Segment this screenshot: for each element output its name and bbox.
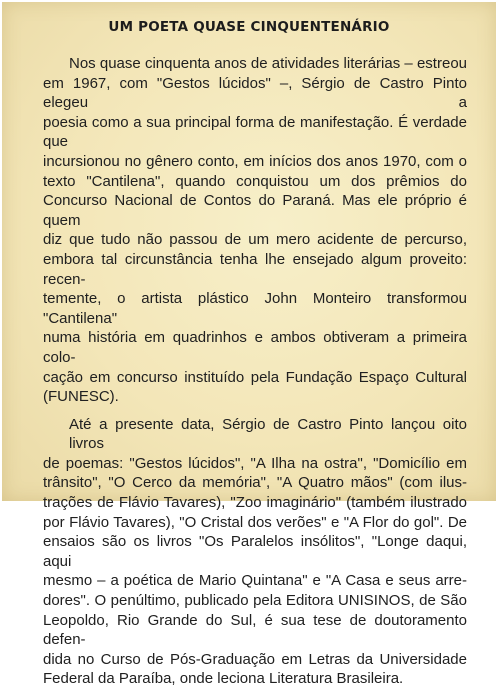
paragraph-2 xyxy=(43,415,467,689)
paragraph-line: temente, o artista plástico John Monteiro transformou "Cantilena" xyxy=(43,290,467,327)
paragraph-line: em 1967, com "Gestos lúcidos" –, Sérgio de Castro Pinto elegeu a xyxy=(43,74,467,112)
paragraph-line: Concurso Nacional de Contos do Paraná. Mas ele próprio é quem xyxy=(43,192,467,229)
paragraph-line: trânsito", "O Cerco da memória", "A Quatro mãos" (com ilus- xyxy=(43,474,467,492)
paragraph-line: Federal da Paraíba, onde leciona Literatura Brasileira. xyxy=(43,670,404,688)
page-title: UM POETA QUASE CINQUENTENÁRIO xyxy=(108,19,390,35)
paragraph-line: Leopoldo, Rio Grande do Sul, é sua tese de doutoramento defen- xyxy=(43,611,467,649)
paragraph-line: dores". O penúltimo, publicado pela Editora UNISINOS, de São xyxy=(43,592,467,610)
paragraph-line: incursionou no gênero conto, em inícios dos anos 1970, com o xyxy=(43,152,467,170)
book-page xyxy=(2,2,496,688)
paragraph-line: mesmo – a poética de Mario Quintana" e "A Casa e seus arre- xyxy=(43,572,467,590)
paragraph-line: texto "Cantilena", quando conquistou um dos prêmios do xyxy=(43,172,467,190)
article-body xyxy=(43,54,467,689)
paragraph-line: numa história em quadrinhos e ambos obtiveram a primeira colo- xyxy=(43,329,467,366)
paragraph-line: Nos quase cinquenta anos de atividades literárias – estreou xyxy=(69,55,467,72)
paragraph-line: de poemas: "Gestos lúcidos", "A Ilha na ostra", "Domicílio em xyxy=(43,454,467,472)
paragraph-1 xyxy=(43,54,467,407)
paragraph-line: trações de Flávio Tavares), "Zoo imaginário" (também ilustrado xyxy=(43,494,467,512)
paragraph-line: poesia como a sua principal forma de manifestação. É verdade que xyxy=(43,113,467,151)
paragraph-line: por Flávio Tavares), "O Cristal dos verões" e "A Flor do gol". De xyxy=(43,513,467,531)
paragraph-line: cação em concurso instituído pela Fundação Espaço Cultural xyxy=(43,368,467,386)
paragraph-line: ensaios são os livros "Os Paralelos insólitos", "Longe daqui, aqui xyxy=(43,533,467,570)
paragraph-line: dida no Curso de Pós-Graduação em Letras da Universidade xyxy=(43,650,467,668)
paragraph-line: diz que tudo não passou de um mero acidente de percurso, xyxy=(43,231,467,249)
paragraph-line: (FUNESC). xyxy=(43,388,119,406)
paragraph-line: embora tal circunstância tenha lhe ensejado algum proveito: recen- xyxy=(43,250,467,288)
paragraph-line: Até a presente data, Sérgio de Castro Pinto lançou oito livros xyxy=(69,415,467,453)
